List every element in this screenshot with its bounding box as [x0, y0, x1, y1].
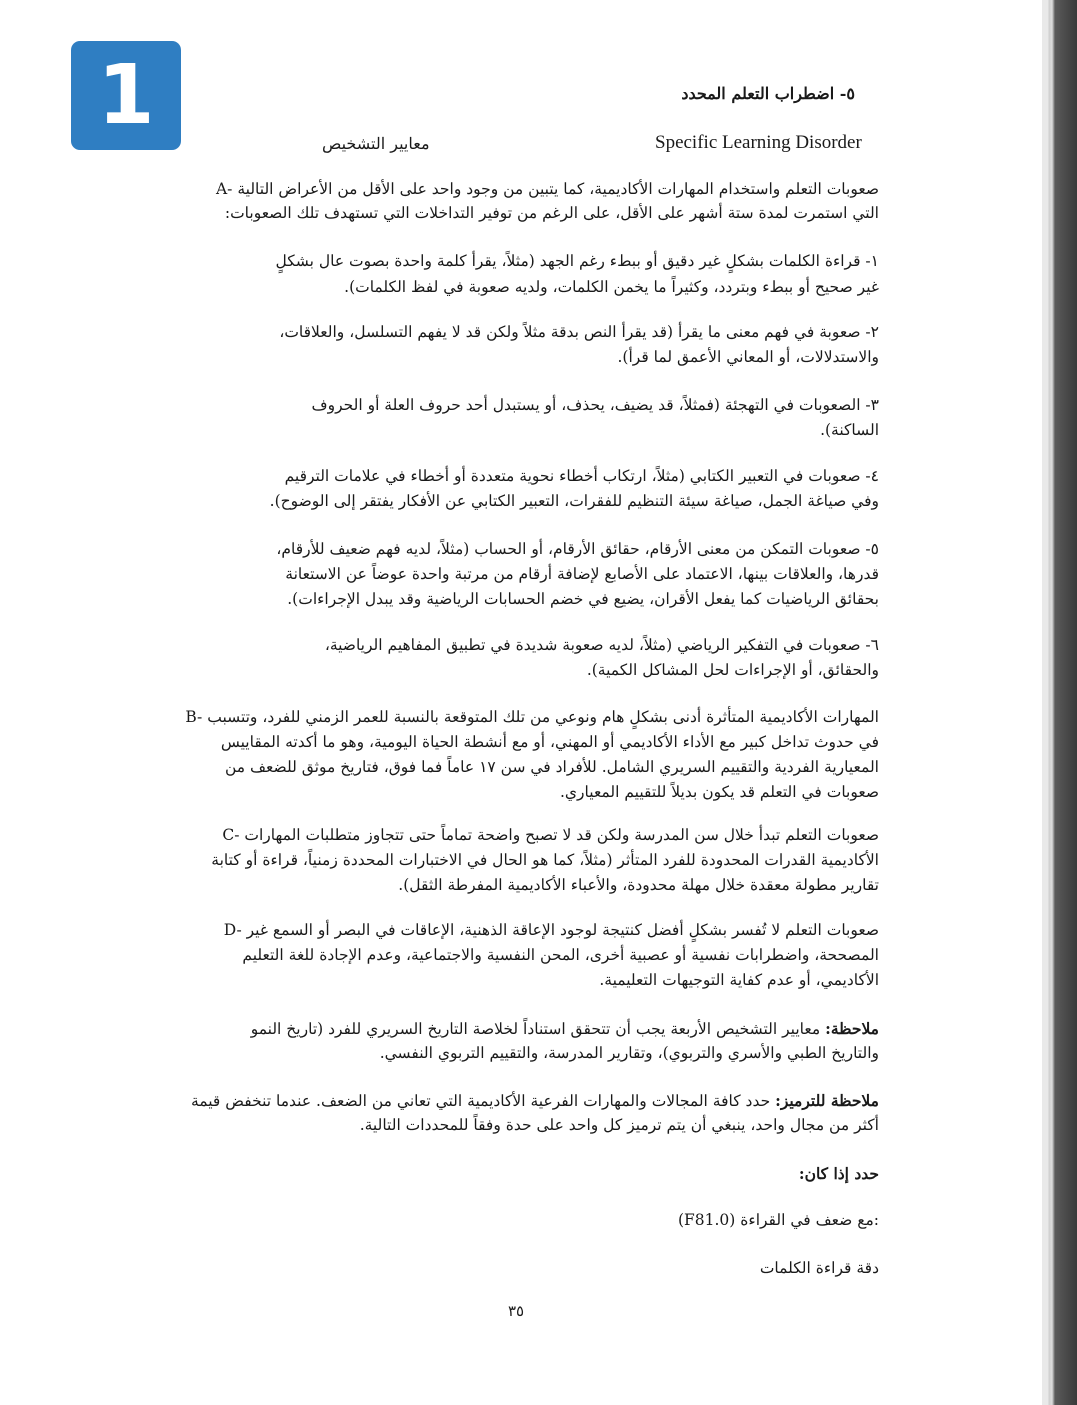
criterion-a-item-3: الساكنة).: [820, 421, 879, 439]
specify-sub-item: دقة قراءة الكلمات: [759, 1259, 879, 1277]
criterion-a-item-5: قدرها، والعلاقات بينها، الاعتماد على الأصابع لإضافة أرقام من مرتبة واحدة عوضاً عن الاستعانة: [285, 565, 879, 583]
criterion-d-line: المصححة، واضطرابات نفسية أو عصبية أخرى، المحن النفسية والاجتماعية، وعدم الإجادة للغة التعليم: [242, 946, 879, 964]
criterion-c-line: C- صعوبات التعلم تبدأ خلال سن المدرسة ولكن قد لا تصبح واضحة تماماً حتى تتجاوز متطلبات المهارات: [222, 826, 879, 844]
criterion-a-line: التي استمرت لمدة ستة أشهر على الأقل، على الرغم من توفير التداخلات التي تستهدف تلك الصعوبات:: [224, 204, 879, 222]
coding-note-line: أكثر من مجال واحد، ينبغي أن يتم ترميز كل واحد على حدة وفقاً للمحددات التالية.: [359, 1116, 879, 1134]
page-number: ٣٥: [508, 1302, 525, 1320]
criterion-a-item-6: والحقائق، أو الإجراءات لحل المشاكل الكمية).: [586, 661, 879, 679]
criterion-b-line: B- المهارات الأكاديمية المتأثرة أدنى بشكلٍ هام ونوعي من تلك المتوقعة بالنسبة للعمر الزمني للفرد، وتتسبب: [185, 708, 879, 726]
criterion-c-line: تقارير مطولة معقدة خلال مهلة محدودة، والأعباء الأكاديمية المفرطة الثقل).: [398, 876, 879, 894]
specify-heading: حدد إذا كان:: [798, 1164, 879, 1183]
viewer-scrollbar[interactable]: [1042, 0, 1077, 1405]
title-arabic: معايير التشخيص: [322, 134, 430, 153]
criterion-b-line: في حدوث تداخل كبير مع الأداء الأكاديمي أو المهني، أو مع أنشطة الحياة اليومية، وهو ما أكدته المقاييس: [220, 733, 879, 751]
criterion-a-item-4: ٤- صعوبات في التعبير الكتابي (مثلاً، ارتكاب أخطاء نحوية متعددة أو أخطاء في علامات الترقيم: [284, 467, 879, 485]
criterion-a-item-5: بحقائق الرياضيات كما يفعل الأقران، يضيع في خضم الحسابات الرياضية وقد يبدل الإجراءات).: [287, 590, 879, 608]
criterion-a-item-1: ١- قراءة الكلمات بشكلٍ غير دقيق أو ببطء رغم الجهد (مثلاً، يقرأ كلمة واحدة بصوت عال بشكلٍ: [275, 252, 879, 270]
note-label: ملاحظة:: [825, 1019, 879, 1038]
section-title: ٥- اضطراب التعلم المحدد: [681, 84, 855, 103]
criterion-a-item-4: وفي صياغة الجمل، صياغة سيئة التنظيم للفقرات، التعبير الكتابي عن الأفكار يفتقر إلى الوضوح).: [269, 492, 879, 510]
criterion-b-line: المعيارية الفردية والتقييم السريري الشامل. للأفراد في سن ١٧ عاماً فما فوق، فتاريخ موثق للضعف من: [224, 758, 879, 776]
specify-code-line: (F81.0) مع ضعف في القراءة:: [677, 1211, 879, 1229]
page-number-badge: 1: [71, 41, 181, 150]
criterion-a-item-2: والاستدلالات، أو المعاني الأعمق لما قرأ).: [617, 348, 879, 366]
criterion-a-item-1: غير صحيح أو ببطء وبتردد، وكثيراً ما يخمن الكلمات، ولديه صعوبة في لفظ الكلمات).: [344, 278, 879, 296]
criterion-d-line: الأكاديمي، أو عدم كفاية التوجيهات التعليمية.: [599, 971, 879, 989]
criterion-d-line: D- صعوبات التعلم لا تُفسر بشكلٍ أفضل كنتيجة لوجود الإعاقة الذهنية، الإعاقات في البصر أو السمع غير: [223, 921, 879, 939]
note-line: [251, 1021, 879, 1038]
criterion-a-item-3: ٣- الصعوبات في التهجئة (فمثلاً، قد يضيف، يحذف، أو يستبدل أحد حروف العلة أو الحروف: [311, 396, 879, 414]
coding-note-line: [191, 1093, 879, 1110]
criterion-b-line: صعوبات في التعلم قد يكون بديلاً للتقييم المعياري.: [560, 783, 879, 801]
note-text: معايير التشخيص الأربعة يجب أن تتحقق استناداً لخلاصة التاريخ السريري للفرد (تاريخ النمو: [250, 1020, 826, 1038]
criterion-a-item-5: ٥- صعوبات التمكن من معنى الأرقام، حقائق الأرقام، أو الحساب (مثلاً، لديه فهم ضعيف للأرقام،: [276, 540, 879, 558]
criterion-c-line: الأكاديمية القدرات المحدودة للفرد المتأثر (مثلاً، كما هو الحال في الاختبارات المحددة زمنياً، قراءة أو كتابة: [211, 851, 879, 869]
criterion-a-item-2: ٢- صعوبة في فهم معنى ما يقرأ (قد يقرأ النص بدقة مثلاً ولكن قد لا يفهم التسلسل، والعلاقات،: [279, 323, 879, 341]
note-line: والتاريخ الطبي والأسري والتربوي)، وتقارير المدرسة، والتقييم التربوي النفسي.: [379, 1044, 879, 1062]
criterion-a-item-6: ٦- صعوبات في التفكير الرياضي (مثلاً، لديه صعوبة شديدة في تطبيق المفاهيم الرياضية،: [324, 636, 879, 654]
coding-note-text: حدد كافة المجالات والمهارات الفرعية الأكاديمية التي تعاني من الضعف. عندما تنخفض قيمة: [190, 1092, 776, 1110]
criterion-a-line: A- صعوبات التعلم واستخدام المهارات الأكاديمية، كما يتبين من وجود واحد على الأقل من الأعراض التالية: [215, 180, 879, 198]
title-english: Specific Learning Disorder: [655, 132, 862, 153]
coding-note-label: ملاحظة للترميز:: [775, 1091, 879, 1110]
